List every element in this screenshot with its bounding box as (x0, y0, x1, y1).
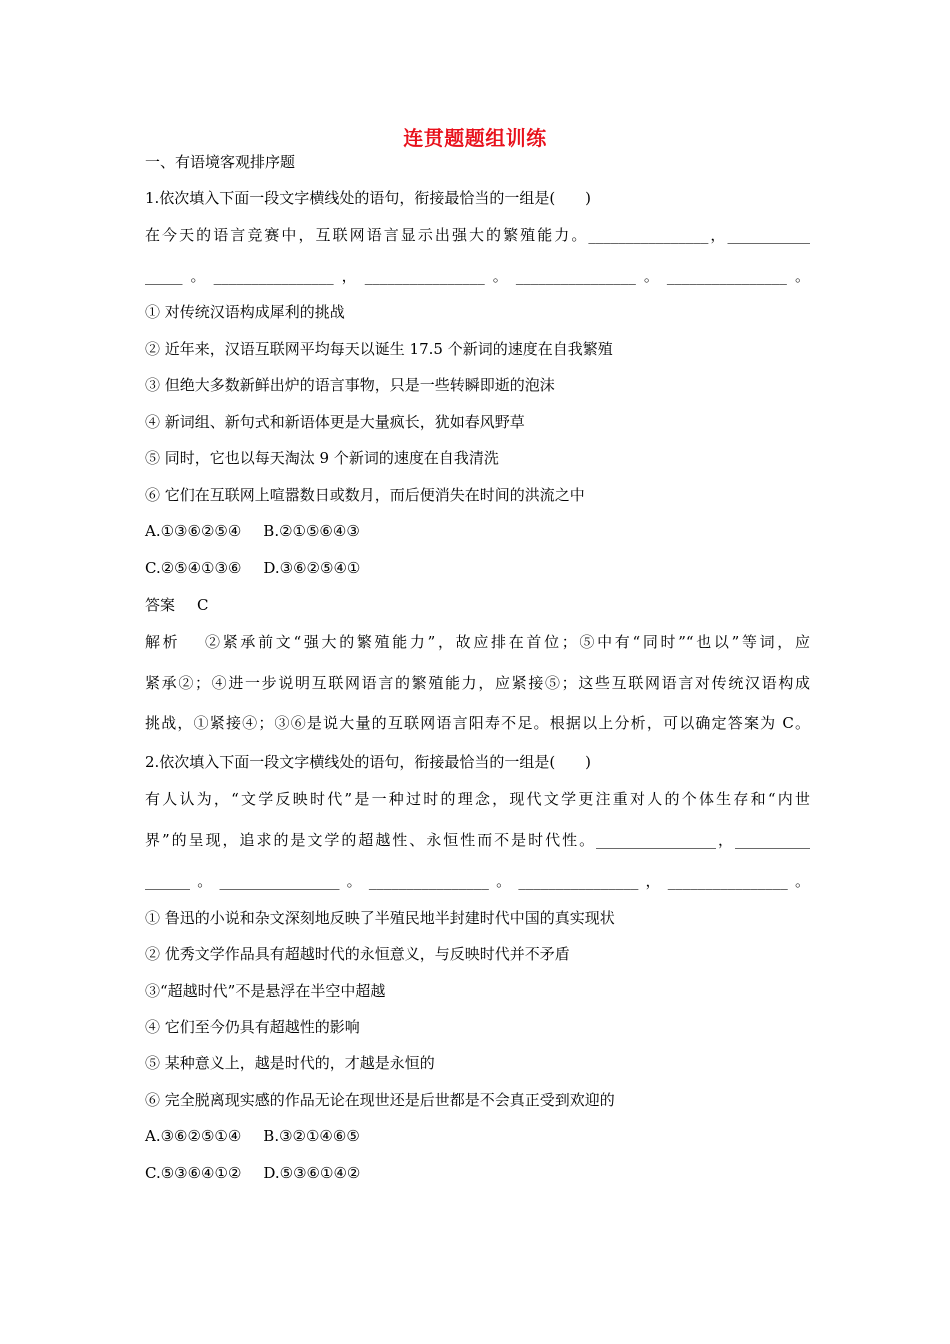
question-2-item-2: ② 优秀文学作品具有超越时代的永恒意义，与反映时代并不矛盾 (145, 945, 570, 963)
question-2-item-4: ④ 它们至今仍具有超越性的影响 (145, 1018, 360, 1036)
question-1-item-2: ② 近年来，汉语互联网平均每天以诞生 17.5 个新词的速度在自我繁殖 (145, 340, 613, 358)
question-1-item-5: ⑤ 同时，它也以每天淘汰 9 个新词的速度在自我清洗 (145, 449, 499, 467)
answer-label: 答案 (145, 596, 176, 614)
question-1-item-4: ④ 新词组、新句式和新语体更是大量疯长，犹如春风野草 (145, 413, 525, 431)
question-1-options-row-1 (145, 521, 810, 541)
question-2-option-c: C.⑤③⑥④①② (145, 1164, 242, 1182)
question-1-analysis-line-1 (145, 632, 810, 652)
analysis-label: 解析 (145, 633, 181, 651)
question-2-passage-line-2: 界”的呈现，追求的是文学的超越性、永恒性而不是时代性。________________，__________ (145, 831, 810, 849)
analysis-text-1: ②紧承前文“强大的繁殖能力”，故应排在首位；⑤中有“同时”“也以”等词，应 (202, 633, 810, 651)
question-1-option-d: D.③⑥②⑤④① (263, 559, 361, 577)
question-2-passage-line-3: ______。________________。________________。________________，________________。 (145, 872, 810, 890)
question-1-answer (145, 595, 810, 615)
question-2-item-6: ⑥ 完全脱离现实感的作品无论在现世还是后世都是不会真正受到欢迎的 (145, 1091, 615, 1109)
question-1-item-3: ③ 但绝大多数新鲜出炉的语言事物，只是一些转瞬即逝的泡沫 (145, 376, 555, 394)
question-1-options-row-2 (145, 558, 810, 578)
section-heading: 一、有语境客观排序题 (145, 153, 296, 171)
question-2-stem: 2.依次填入下面一段文字横线处的语句，衔接最恰当的一组是( ) (145, 753, 592, 771)
question-1-passage-line-1: 在今天的语言竞赛中，互联网语言显示出强大的繁殖能力。________________，___________ (145, 226, 810, 244)
question-2-item-5: ⑤ 某种意义上，越是时代的，才越是永恒的 (145, 1054, 435, 1072)
question-2-item-3: ③“超越时代”不是悬浮在半空中超越 (145, 982, 386, 1000)
question-2-options-row-2 (145, 1163, 810, 1183)
question-2-options-row-1 (145, 1126, 810, 1146)
question-2-option-d: D.⑤③⑥①④② (263, 1164, 361, 1182)
question-1-stem: 1.依次填入下面一段文字横线处的语句，衔接最恰当的一组是( ) (145, 189, 592, 207)
question-1-analysis-line-2: 紧承②；④进一步说明互联网语言的繁殖能力，应紧接⑤；这些互联网语言对传统汉语构成 (145, 674, 810, 692)
question-2-option-a: A.③⑥②⑤①④ (145, 1127, 242, 1145)
question-1-item-6: ⑥ 它们在互联网上喧嚣数日或数月，而后便消失在时间的洪流之中 (145, 486, 585, 504)
answer-value: C (197, 596, 209, 614)
question-2-item-1: ① 鲁迅的小说和杂文深刻地反映了半殖民地半封建时代中国的真实现状 (145, 909, 615, 927)
question-2-option-b: B.③②①④⑥⑤ (263, 1127, 360, 1145)
question-2-passage-line-1: 有人认为，“文学反映时代”是一种过时的理念，现代文学更注重对人的个体生存和“内世 (145, 790, 810, 808)
question-1-option-a: A.①③⑥②⑤④ (145, 522, 242, 540)
page-title: 连贯题题组训练 (403, 126, 547, 150)
question-1-passage-line-2: _____。________________，________________。________________。________________。 (145, 267, 810, 285)
question-1-option-c: C.②⑤④①③⑥ (145, 559, 242, 577)
question-1-item-1: ① 对传统汉语构成犀利的挑战 (145, 303, 345, 321)
question-1-option-b: B.②①⑤⑥④③ (263, 522, 360, 540)
question-1-analysis-line-3: 挑战，①紧接④；③⑥是说大量的互联网语言阳寿不足。根据以上分析，可以确定答案为 C。 (145, 714, 810, 732)
